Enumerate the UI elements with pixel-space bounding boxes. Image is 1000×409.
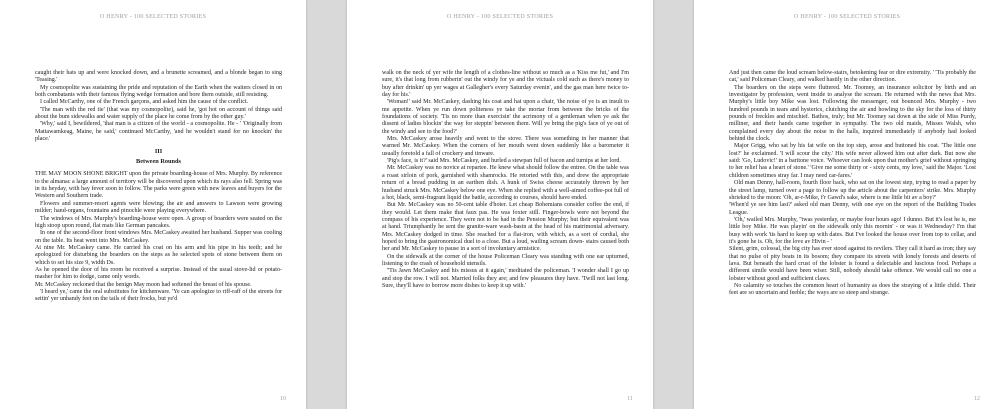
paragraph: 'The man with the red tie' (that was my cosmopolite), said he, 'got hot on account of things said about the bum sidewalks and water supply of the place he come from by the other guy.' bbox=[35, 106, 282, 121]
paragraph: The boarders on the steps were fluttered. Mr. Toomey, an insurance solicitor by birth and an investigator by profession, went inside to analyse the scream. He returned with the news that Mrs. Murphy's little boy Mike was lost. Following the messenger, out bounced Mrs. Murphy - two hundred pounds in tears and hysterics, clutching the air and howling to the sky for the loss of thirty pounds of freckles and mischief. Bathos, truly; but Mr. Toomey sat down at the side of Miss Purdy, milliner, and their hands came together in sympathy. The two old maids, Misses Walsh, who complained every day about the noise in the halls, inquired immediately if anybody had looked behind the clock. bbox=[729, 84, 976, 143]
section-subtitle: Between Rounds bbox=[136, 158, 181, 166]
paragraph: Mrs. McCaskey arose heavily and went to the stove. There was something in her manner that warned Mr. McCaskey. When the corners of her mouth went down suddenly like a barometer it usually foretold a fall of crockery and tinware. bbox=[382, 136, 629, 157]
paragraph: walk on the neck of yer wife the length of a clothes-line without so much as a 'Kiss me fut,' and I'm sure, it's that long from rubberin' out the windy for ye and the victuals cold such as there's money to buy after drinkin' up yer wages at Gallegher's every Saturday evenin', and the gas man here twice to-day for his.' bbox=[382, 70, 629, 99]
paragraph: 'I heard ye,' came the oral substitutes for kitchenware. 'Ye can apologize to riff-raff of the streets for settin' yer unhandy feet on the tails of their frocks, but ye'd bbox=[35, 288, 282, 303]
paragraph: 'Oh,' wailed Mrs. Murphy, ''twas yesterday, or maybe four hours ago! I dunno. But it's lost he is, me little boy Mike. He was playin' on the sidewalk only this mornin' - or was it Wednesday? I'm that busy with work 'tis hard to keep up with dates. But I've looked the house over from top to cellar, and it's gone he is. Oh, for the love av Hivin - ' bbox=[729, 216, 976, 245]
paragraph: 'Why,' said I, bewildered, 'that man is a citizen of the world - a cosmopolite. He - ' 'Originally from Mattawamkeag, Maine, he said,' continued McCarthy, 'and he wouldn't stand for no knockin' the place.' bbox=[35, 121, 282, 143]
paragraph: Flowers and summer-resort agents were blowing; the air and answers to Lawson were growing milder; hand-organs, fountains and pinochle were playing everywhere. bbox=[35, 200, 282, 215]
paragraph: My cosmopolite was sustaining the pride and reputation of the Earth when the waiters closed in on both combatants with their famous flying wedge formation and bore them outside, still resisting. bbox=[35, 84, 282, 99]
running-head: O HENRY - 100 SELECTED STORIES bbox=[793, 13, 901, 20]
running-head: O HENRY - 100 SELECTED STORIES bbox=[446, 13, 554, 20]
paragraph: I called McCarthy, one of the French garçons, and asked him the cause of the conflict. bbox=[40, 99, 249, 106]
paragraph: Major Grigg, who sat by his fat wife on the top step, arose and buttoned his coat. 'The little one lost?' he exclaimed. 'I will scour the city.' His wife never allowed him out after dark. But now she said: 'Go, Ludovic!' in a baritone voice. 'Whoever can look upon that mother's grief without springing to her relief has a heart of stone.' 'Give me some thirty or - sixty cents, my love,' said the Major. 'Lost children sometimes stray far. I may need car-fares.' bbox=[729, 143, 976, 179]
paragraph: Silent, grim, colossal, the big city has ever stood against its revilers. They call it hard as iron; they say that no pulse of pity beats in its bosom; they compare its streets with lonely forests and deserts of lava. But beneath the hard crust of the lobster is found a delectable and luscious food. Perhaps a different simile would have been wiser. Still, nobody should take offence. We would call no one a lobster without good and sufficient claws. bbox=[729, 246, 976, 282]
paragraph: And just then came the loud scream below-stairs, betokening fear or dire extremity. ' 'Tis probably the cat,' said Policeman Cleary, and walked hastily in the other direction. bbox=[729, 70, 976, 84]
running-head: O HENRY - 100 SELECTED STORIES bbox=[99, 13, 207, 20]
paragraph: Old man Denny, hall-room, fourth floor back, who sat on the lowest step, trying to read a paper by the street lamp, turned over a page to follow up the article about the carpenters' strike. Mrs. Murphy shrieked to the moon: 'Oh, ar-r-Mike, f'r Gawd's sake, where is me little bit av a boy?' bbox=[729, 180, 976, 201]
paragraph: 'When'd ye see him last?' asked old man Denny, with one eye on the report of the Building Trades League. bbox=[729, 202, 976, 216]
paragraph: No calamity so touches the common heart of humanity as does the straying of a little child. Their feet are so uncertain and feeble; the ways are so steep and strange. bbox=[729, 282, 976, 297]
section-heading: III bbox=[154, 148, 163, 156]
paragraph: As he opened the door of his room he received a surprise. Instead of the usual stove-lid or potato-masher for him to dodge, came only words. bbox=[35, 266, 282, 281]
page-body bbox=[729, 70, 976, 298]
page-body bbox=[35, 70, 282, 304]
paragraph: Mr. McCaskey reckoned that the benign May moon had softened the breast of his spouse. bbox=[35, 281, 252, 288]
page-number: 11 bbox=[627, 396, 633, 402]
paragraph: The windows of Mrs. Murphy's boarding-house were open. A group of boarders were seated on the high stoop upon round, flat mats like German pancakes. bbox=[35, 215, 282, 229]
page-number: 12 bbox=[974, 396, 980, 402]
page bbox=[0, 0, 306, 409]
paragraph: Mr. McCaskey was no novice at repartee. He knew what should follow the entree. On the table was a roast sirloin of pork, garnished with shamrocks. He retorted with this, and drew the appropriate return of a bread pudding in an earthen dish. A hunk of Swiss cheese accurately thrown by her husband struck Mrs. McCaskey below one eye. When she replied with a well-aimed coffee-pot full of a hot, black, semi-fragrant liquid the battle, according to courses, should have ended. bbox=[382, 165, 629, 201]
paragraph: 'Pig's face, is it?' said Mrs. McCaskey, and hurled a stewpan full of bacon and turnips at her lord. bbox=[387, 158, 621, 165]
page bbox=[694, 0, 1000, 409]
paragraph: But Mr. McCaskey was no 50-cent table d'hoter. Let cheap Bohemians consider coffee the end, if they would. Let them make that faux pas. He was foxier still. Finger-bowls were not beyond the compass of his experience. They were not to be had in the Pension Murphy; but their equivalent was at hand. Triumphantly he sent the granite-ware wash-basin at the head of his matrimonial adversary. Mrs. McCaskey dodged in time. She reached for a flat-iron, with which, as a sort of cordial, she hoped to bring the gastronomical duel to a close. But a loud, wailing scream down- stairs caused both her and Mr. McCaskey to pause in a sort of involuntary armistice. bbox=[382, 202, 629, 253]
paragraph: In one of the second-floor front windows Mrs. McCaskey awaited her husband. Supper was cooling on the table. Its heat went into Mrs. McCaskey. bbox=[35, 230, 282, 244]
paragraph: caught their hats up and were knocked down, and a brunette screamed, and a blonde began to sing 'Teasing.' bbox=[35, 70, 282, 84]
paragraph: On the sidewalk at the corner of the house Policeman Cleary was standing with one ear upturned, listening to the crash of household utensils. bbox=[382, 253, 629, 267]
paragraph: At nine Mr. McCaskey came. He carried his coat on his arm and his pipe in his teeth; and he apologized for disturbing the boarders on the steps as he selected spots of stone between them on which to set his size 9, width Ds. bbox=[35, 244, 282, 266]
paragraph: 'Woman!' said Mr. McCaskey, dashing his coat and hat upon a chair, 'the noise of ye is an insult to me appetite. When ye run down politeness ye take the mortar from between the bricks of the foundations of society. 'Tis no more than exercisin' the acrimony of a gentleman when ye ask the dissent of ladies blockin' the way for steppin' between them. Will ye bring the pig's face of ye out of the windy and see to the food?' bbox=[382, 99, 629, 135]
page-number: 10 bbox=[280, 396, 286, 402]
paragraph: THE MAY MOON SHONE BRIGHT upon the private boarding-house of Mrs. Murphy. By reference to the almanac a large amount of territory will be discovered upon which its rays also fell. Spring was in its heyday, with hay fever soon to follow. The parks were green with new leaves and buyers for the Western and Southern trade. bbox=[35, 171, 282, 200]
paragraph: ''Tis Jawn McCaskey and his missus at it again,' meditated the policeman. 'I wonder shall I go up and stop the row. I will not. Married folks they are; and few pleasures they have. 'Twill not last long. Sure, they'll have to borrow more dishes to keep it up with.' bbox=[382, 268, 629, 289]
page bbox=[347, 0, 653, 409]
page-body bbox=[382, 70, 629, 290]
